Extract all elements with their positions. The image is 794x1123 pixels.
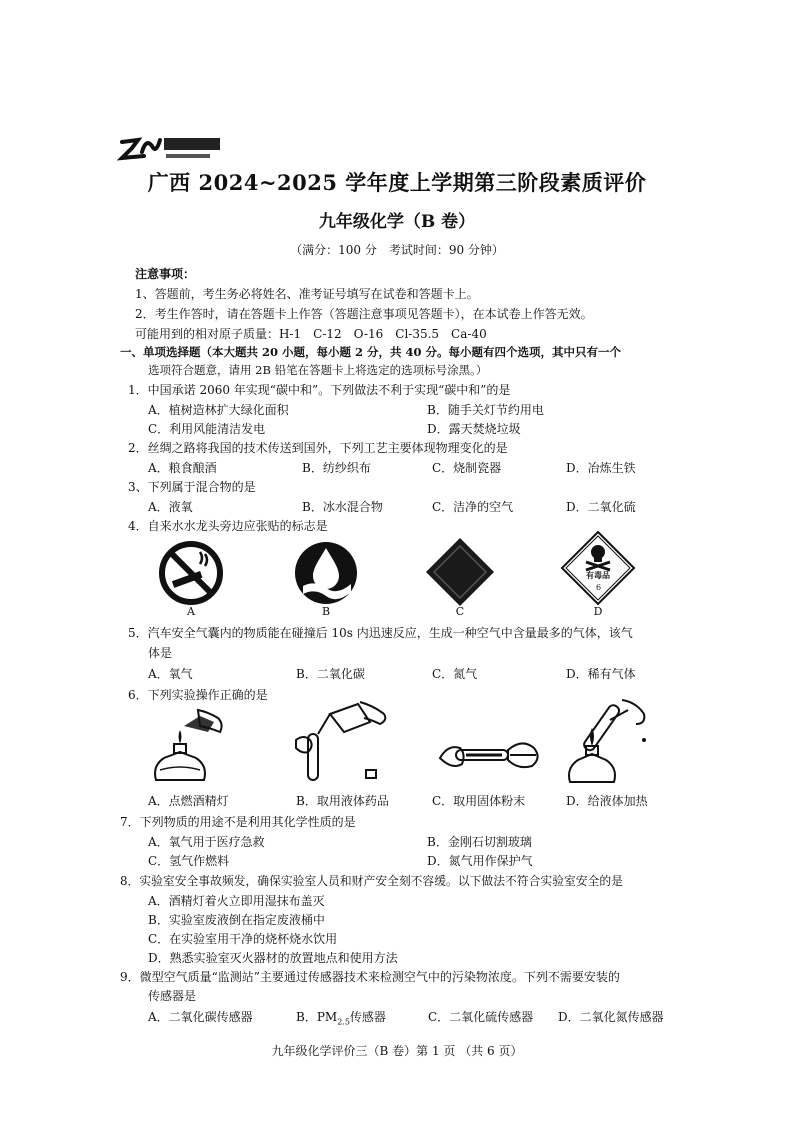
q7-option-a: A．氧气用于医疗急救 (148, 835, 265, 849)
q7-option-b: B．金刚石切割玻璃 (427, 835, 532, 849)
q6-option-b: B．取用液体药品 (296, 794, 389, 808)
page-title: 广西 2024~2025 学年度上学期第三阶段素质评价 (147, 170, 647, 195)
q4-label-d: D (593, 605, 603, 618)
q9-option-d: D．二氧化氮传感器 (558, 1010, 664, 1024)
q9-option-b-suffix: 传感器 (349, 1010, 386, 1024)
hazard-diamond-icon (424, 536, 496, 611)
no-smoking-icon (158, 540, 224, 609)
page-subtitle: 九年级化学（B 卷） (318, 212, 476, 232)
q4-label-c: C (455, 605, 465, 618)
q6-option-c: C．取用固体粉末 (432, 794, 526, 808)
q9-option-c: C．二氧化硫传感器 (428, 1010, 534, 1024)
adding-powder-illustration (436, 728, 546, 787)
q4-stem: 4．自来水水龙头旁边应张贴的标志是 (128, 519, 328, 533)
water-saving-icon (293, 540, 359, 609)
heating-liquid-illustration (566, 696, 658, 791)
q6-stem: 6．下列实验操作正确的是 (128, 688, 268, 702)
q2-option-c: C．烧制瓷器 (432, 461, 502, 475)
note-item-2: 2．考生作答时，请在答题卡上作答（答题注意事项见答题卡），在本试卷上作答无效。 (135, 307, 593, 321)
q8-stem: 8．实验室安全事故频发，确保实验室人员和财产安全刻不容缓。以下做法不符合实验室安全的是 (120, 874, 623, 888)
q3-option-d: D．二氧化硫 (566, 500, 636, 514)
q5-stem-2: 体是 (148, 646, 173, 660)
section-instructions-2: 选项符合题意，请用 2B 铅笔在答题卡上将选定的选项标号涂黑。） (148, 363, 488, 377)
q7-option-c: C．氢气作燃料 (148, 854, 230, 868)
q9-option-b (296, 1010, 386, 1027)
page-footer: 九年级化学评价三（B 卷）第 1 页 （共 6 页） (271, 1044, 523, 1058)
q9-stem-2: 传感器是 (148, 989, 197, 1003)
q7-option-d: D．氮气用作保护气 (427, 854, 533, 868)
q7-stem: 7．下列物质的用途不是利用其化学性质的是 (120, 815, 356, 829)
q1-option-d: D．露天焚烧垃圾 (427, 422, 521, 436)
q2-option-d: D．冶炼生铁 (566, 461, 636, 475)
notes-heading: 注意事项： (135, 267, 196, 281)
q2-option-b: B．纺纱织布 (302, 461, 371, 475)
q8-option-c: C．在实验室用干净的烧杯烧水饮用 (148, 932, 338, 946)
toxic-label: 有毒品 (586, 570, 610, 580)
exam-meta: （满分：100 分 考试时间：90 分钟） (290, 243, 504, 257)
atomic-mass-line: 可能用到的相对原子质量：H-1 C-12 O-16 Cl-35.5 Ca-40 (135, 327, 487, 341)
q9-stem: 9．微型空气质量“监测站”主要通过传感器技术来检测空气中的污染物浓度。下列不需要安装的 (120, 970, 620, 984)
q8-option-d: D．熟悉实验室灭火器材的放置地点和使用方法 (148, 951, 398, 965)
q1-option-b: B．随手关灯节约用电 (427, 403, 544, 417)
q9-option-b-prefix: B．PM (296, 1010, 338, 1024)
q5-stem: 5．汽车安全气囊内的物质能在碰撞后 10s 内迅速反应，生成一种空气中含量最多的气体，该气 (128, 626, 633, 640)
q9-option-a: A．二氧化碳传感器 (148, 1010, 253, 1024)
note-item-1: 1、答题前，考生务必将姓名、准考证号填写在试卷和答题卡上。 (135, 287, 479, 301)
q1-option-a: A．植树造林扩大绿化面积 (148, 403, 289, 417)
q3-stem: 3、下列属于混合物的是 (128, 480, 256, 494)
lighting-alcohol-lamp-illustration (150, 706, 230, 789)
q5-option-d: D．稀有气体 (566, 667, 636, 681)
q9-option-b-subscript: 2.5 (337, 1017, 350, 1027)
section-instructions-1: 一、单项选择题（本大题共 20 小题，每小题 2 分，共 40 分。每小题有四个选项，其中只有一个 (120, 345, 622, 359)
pouring-liquid-illustration (290, 700, 390, 789)
q8-option-a: A．酒精灯着火立即用湿抹布盖灭 (148, 894, 325, 908)
q4-label-a: A (187, 605, 195, 618)
q3-option-b: B．冰水混合物 (302, 500, 383, 514)
q5-option-b: B．二氧化碳 (296, 667, 365, 681)
q6-option-d: D．给液体加热 (566, 794, 648, 808)
q1-stem: 1．中国承诺 2060 年实现“碳中和”。下列做法不利于实现“碳中和”的是 (128, 383, 511, 397)
q2-stem: 2．丝绸之路将我国的技术传送到国外，下列工艺主要体现物理变化的是 (128, 441, 508, 455)
q4-label-b: B (321, 605, 331, 618)
logo-icon (118, 132, 258, 166)
q1-option-c: C．利用风能清洁发电 (148, 422, 266, 436)
q5-option-c: C．氮气 (432, 667, 478, 681)
toxic-class: 6 (596, 583, 602, 592)
q5-option-a: A．氧气 (148, 667, 193, 681)
q3-option-a: A．液氧 (148, 500, 193, 514)
q8-option-b: B．实验室废液倒在指定废液桶中 (148, 913, 325, 927)
q3-option-c: C．洁净的空气 (432, 500, 514, 514)
q2-option-a: A．粮食酿酒 (148, 461, 217, 475)
q6-option-a: A．点燃酒精灯 (148, 794, 229, 808)
